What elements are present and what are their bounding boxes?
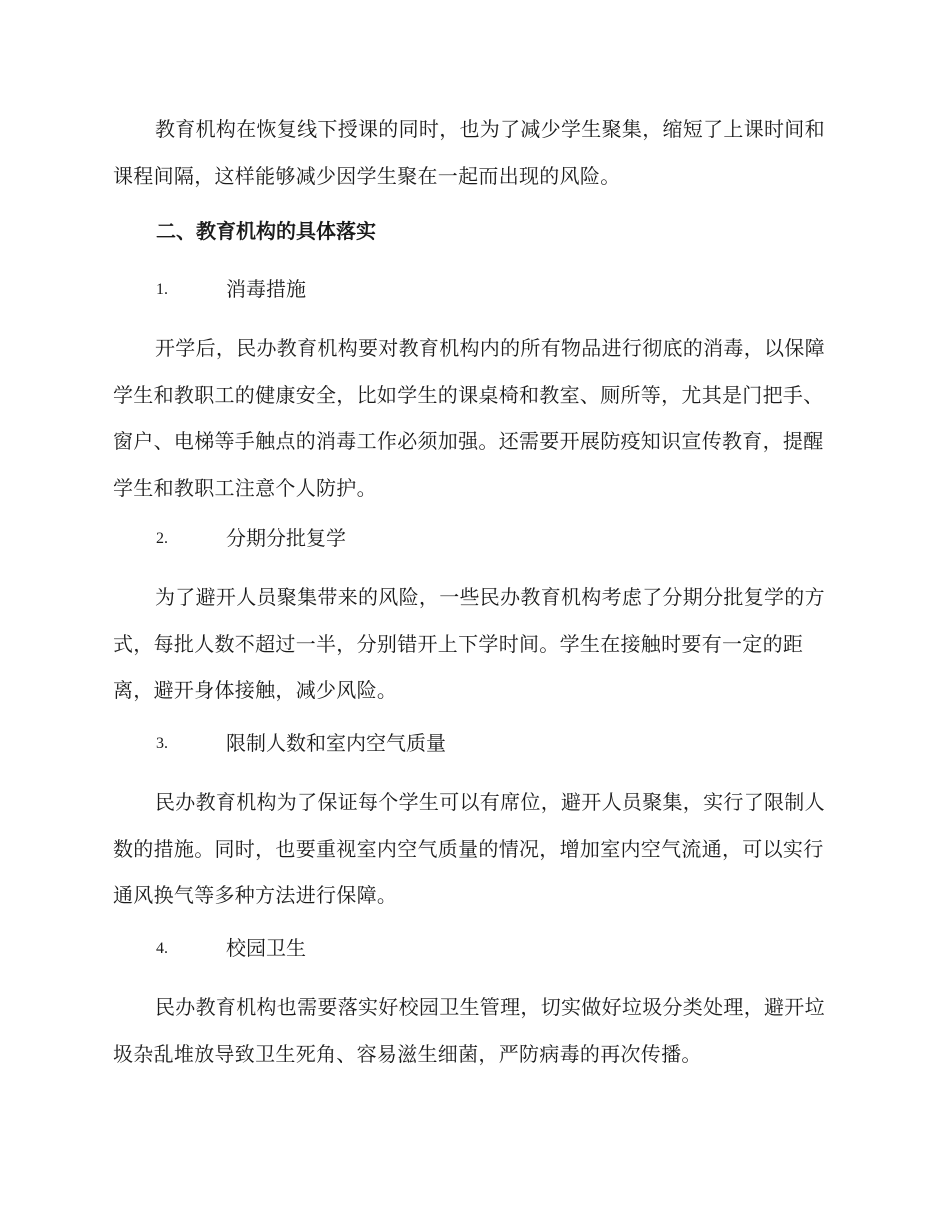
list-item-number: 3. bbox=[156, 735, 168, 752]
section-heading: 二、教育机构的具体落实 bbox=[156, 219, 376, 243]
list-item-number: 2. bbox=[156, 530, 168, 547]
list-item-body: 开学后，民办教育机构要对教育机构内的所有物品进行彻底的消毒，以保障学生和教职工的健康安全，比如学生的课桌椅和教室、厕所等，尤其是门把手、窗户、电梯等手触点的消毒工作必须加强。还需要开展防疫知识宣传教育，提醒学生和教职工注意个人防护。 bbox=[113, 336, 825, 500]
list-item-title: 分期分批复学 bbox=[226, 526, 346, 550]
list-item-body: 民办教育机构为了保证每个学生可以有席位，避开人员聚集，实行了限制人数的措施。同时，也要重视室内空气质量的情况，增加室内空气流通，可以实行通风换气等多种方法进行保障。 bbox=[113, 790, 825, 907]
list-item-title: 校园卫生 bbox=[226, 936, 306, 960]
list-item-body: 民办教育机构也需要落实好校园卫生管理，切实做好垃圾分类处理，避开垃圾杂乱堆放导致卫生死角、容易滋生细菌，严防病毒的再次传播。 bbox=[113, 995, 825, 1066]
list-item-number: 4. bbox=[156, 940, 168, 957]
list-item-title: 限制人数和室内空气质量 bbox=[226, 731, 446, 755]
list-item-body: 为了避开人员聚集带来的风险，一些民办教育机构考虑了分期分批复学的方式，每批人数不超过一半，分别错开上下学时间。学生在接触时要有一定的距离，避开身体接触，减少风险。 bbox=[113, 585, 825, 702]
list-item-title: 消毒措施 bbox=[226, 277, 306, 301]
intro-paragraph: 教育机构在恢复线下授课的同时，也为了减少学生聚集，缩短了上课时间和课程间隔，这样能够减少因学生聚在一起而出现的风险。 bbox=[113, 117, 825, 188]
list-item-number: 1. bbox=[156, 281, 168, 298]
